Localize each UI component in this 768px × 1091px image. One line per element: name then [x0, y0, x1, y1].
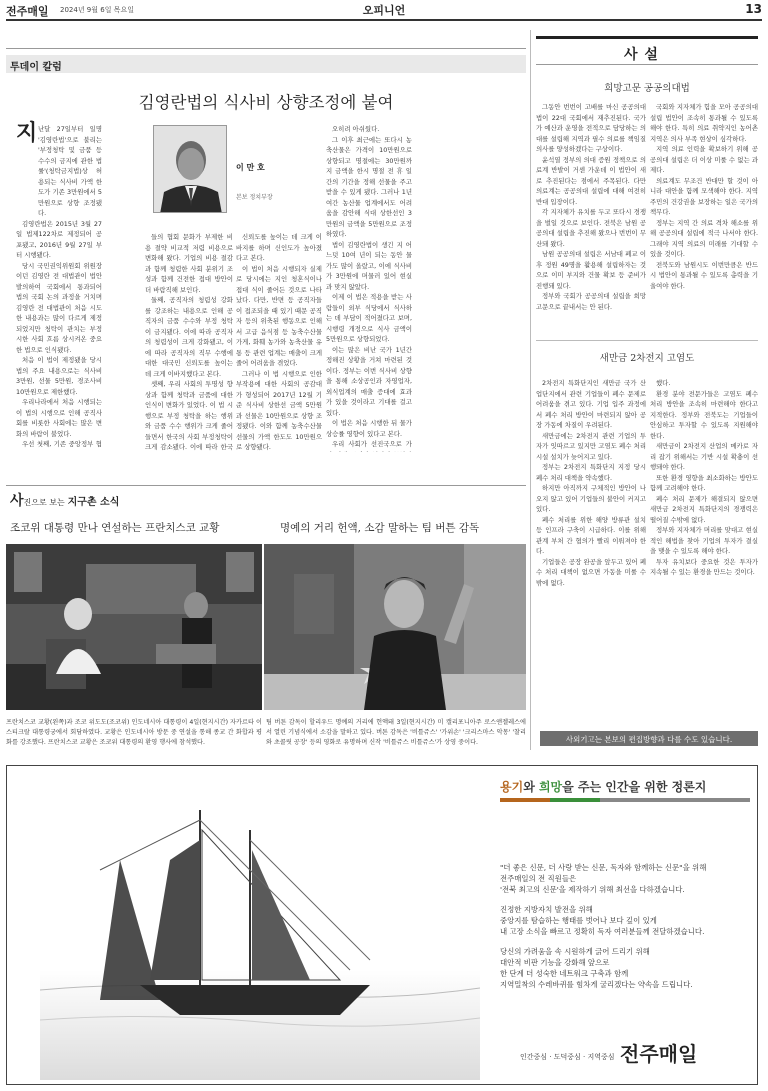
ad-line: '전북 최고의 신문'을 제작하기 위해 최선을 다하겠습니다. — [500, 885, 685, 894]
ad-line: 전주매일의 전 직원들은 — [500, 874, 577, 883]
editorial1-title: 희망고문 공공의대법 — [604, 83, 690, 94]
ad-title-rest: 을 주는 인간을 위한 정론지 — [562, 780, 707, 794]
editorial2-col1 — [536, 378, 646, 728]
editorial-para: 환경 분야 전문가들은 고염도 폐수 처리 방안을 조속히 마련해야 한다고 지적한다. 정부와 전북도는 기업들이 안심하고 투자할 수 있도록 지원해야 한다. — [650, 389, 758, 440]
ad-para-3 — [500, 946, 750, 990]
ad-text — [500, 862, 750, 990]
column-title: 김영란법의 식사비 상향조정에 붙여 — [138, 93, 394, 112]
column-para: 둘째, 공직자의 청렴성 강화를 강조하는 내용으로 인해 공직자의 금품 수수와 부정 청탁이 금지됐다. 이에 따라 공직자의 청렴성이 크게 강화됐고, 이에 따라 공직자의 직무 수행에 대한 대국민 신뢰도를 높이는 데 크게 이바지했다고 본다. — [145, 296, 233, 378]
author-name: 이 만 호 — [236, 163, 265, 172]
page-number: 13 — [745, 2, 762, 16]
editorial-para: 또한 환경 영향을 최소화하는 방안도 함께 고려해야 한다. — [650, 473, 758, 492]
photo-news-label — [10, 490, 119, 510]
ad-line: 대안적 비판 기능을 강화해 앞으로 — [500, 958, 610, 967]
ad-para-2 — [500, 904, 750, 937]
column-para: 이제 이 법은 적용을 받는 사람들이 외부 식당에서 식사하는 데 부담이 적어졌다고 보며, 시행령 개정으로 식사 금액이 5만원으로 상향되었다. — [326, 293, 412, 343]
column-dropcap: 지 — [16, 120, 38, 146]
photo-news-label-cap: 사 — [10, 493, 24, 509]
photo-tim-burton — [264, 544, 526, 710]
author-portrait-icon — [154, 126, 227, 213]
column-para: 셋째, 우리 사회의 투명성 향상과 함께 청탁과 금품에 대한 인식이 변화가 있었다. 이 법 시행으로 부정 청탁을 하는 행위와 금품 수수 행위가 크게 줄어들면서 한국의 사회 부정청탁이 크게 감소됐다. 이에 따라 한국 — [145, 380, 233, 451]
column-para: 난달 27일부터 일명 '김영란법'으로 불리는 '부정청탁 및 금품 등 수수의 금지에 관한 법률'(청탁금지법)상 허용되는 식사비 가액 한도가 기존 3만원에서 5만원으로 상향 조정됐다. — [38, 125, 102, 217]
editorial-para: 각 지자체가 유치를 두고 또다시 경쟁을 벌일 것으로 보인다. 전북은 남원 공공의대 설립을 추진해 왔으나 번번이 무산돼 왔다. — [536, 208, 646, 248]
editorial-footer-note: 사외기고는 본보의 편집방향과 다를 수도 있습니다. — [565, 735, 733, 744]
editorial-para: 정부와 지자체가 머리를 맞대고 현실적인 해법을 찾아 기업의 투자가 결실을 맺을 수 있도록 해야 한다. — [650, 526, 758, 555]
ad-ship-illustration — [40, 800, 480, 1080]
ad-line: 내 고장 소식을 빠르고 정확히 독자 여러분들께 전달하겠습니다. — [500, 927, 705, 936]
masthead-logo: 전주매일 — [6, 5, 49, 18]
author-title: 본보 정치부장 — [236, 194, 273, 201]
author-photo — [153, 125, 227, 213]
photo2-title: 명예의 거리 헌액, 소감 말하는 팀 버튼 감독 — [280, 522, 480, 534]
column-para: 우선 첫째, 기존 중앙정부 협 — [22, 440, 102, 448]
photo1-caption: 프란치스코 교황(왼쪽)과 조코 위도도(조코위) 인도네시아 대통령이 4일(현지시간) 자카르타 이스티크랄 대통령궁에서 회담하였다. 교황은 인도네시아 방문 중 연설을 통해 종교 간 화합과 평화를 강조했다. 프란치스코 교황은 조코위 대통령의 환영 행사에 참석했다. — [6, 719, 262, 746]
ad-line: 한 단계 더 성숙한 네트워크 구축과 함께 — [500, 969, 629, 978]
editorial-para: 하지만 아직까지 구체적인 방안이 나오지 않고 있어 기업들의 불안이 커지고 있다. — [536, 484, 646, 513]
column-para: 신뢰도를 높이는 데 크게 이바지를 하며 신인도가 높아졌다고 본다. — [236, 233, 322, 262]
ad-title-rule — [500, 798, 750, 802]
editorial-para: 지역 의료 인력을 확보하기 위해 공공의대 설립은 더 이상 미룰 수 없는 과제다. — [650, 145, 758, 174]
editorial-para: 정부는 2차전지 특화단지 지정 당시 폐수 처리 대책을 약속했다. — [536, 463, 646, 482]
column-para: 당시 국민권익위원회 위원장이던 김영란 전 대법관이 법안 발의하여 국회에서 통과되어 법의 국회 논의 과정을 거치며 김영란 전 대법관이 처음 시도한 내용과는 많이 다르게 제정되었지만 청탁이 관치는 부정시한 사회 흐름 상시켜온 중요한 법으로 인식됐다. — [16, 261, 102, 354]
ship-icon — [40, 800, 480, 1080]
pope-jokowi-image-icon — [6, 544, 262, 710]
column-para: 이는 많은 비난 국가 1년간 정해진 상황을 거쳐 마련된 것이다. 정부는 이번 식사비 상향을 통해 소상공인과 자영업자, 외식업계의 매출 증대에 효과가 있을 것이라고 기대를 걸고 있다. — [326, 345, 412, 417]
column-para: 김영란법은 2015년 3월 27일 법제122차로 제정되어 공포됐고, 2016년 9월 27일 부터 시행됐다. — [16, 219, 102, 259]
editorial-para: 전북도와 남원시도 이번만큼은 반드시 법안이 통과될 수 있도록 총력을 기울여야 한다. — [650, 260, 758, 290]
ad-line: 지역밀착의 수레바퀴를 힘차게 굴리겠다는 약속을 드립니다. — [500, 980, 693, 989]
editorial-para: 남원 공공의대 설립은 서남대 폐교 이후 정원 49명을 활용해 설립하자는 것으로 이미 부지와 건물 확보 등 준비가 진행돼 있다. — [536, 250, 646, 290]
editorial-para: 새만금에는 2차전지 관련 기업의 투자가 잇따르고 있지만 고염도 폐수 처리 시설 설치가 늦어지고 있다. — [536, 431, 646, 461]
column-col1 — [16, 120, 102, 449]
editorial-para: 폐수 처리 문제가 해결되지 않으면 새만금 2차전지 특화단지의 경쟁력은 떨어질 수밖에 없다. — [650, 494, 758, 524]
tim-burton-image-icon — [264, 544, 526, 710]
ad-slogan: 인간중심 · 도덕중심 · 지역중심 — [520, 1053, 615, 1061]
ad-title — [500, 778, 706, 795]
column-col2 — [145, 232, 233, 452]
editorial-label: 사 설 — [624, 47, 659, 63]
column-para: 그러나 이 법 시행으로 인한 부작용에 대한 사회의 공감대가 형성되어 2017년 12월 기준 식사비 상한선 금액 5만원과 선물은 10만원으로 상향 조정됐다. 이와 함께 농축수산물 선물의 가액 한도도 10만원으로 상향됐다. — [236, 369, 322, 451]
editorial-label-rule — [536, 64, 758, 65]
column-col4 — [326, 124, 412, 452]
editorial2-title: 새만금 2차전지 고염도 — [599, 353, 695, 364]
editorial-para: 폐수 처리를 위한 해양 방류관 설치 등 인프라 구축이 시급하다. 이를 위해 관계 부처 간 협의가 빨리 이뤄져야 한다. — [536, 515, 646, 555]
column-para: 처음 이 법이 제정됐을 당시 법의 주요 내용으로는 식사비 3만원, 선물 5만원, 경조사비 10만원으로 제한했다. — [16, 356, 102, 396]
editorial2-rule — [536, 340, 758, 341]
column-para: 이 법은 처음 시행한 뒤 물가 상승률 영향이 있다고 본다. — [326, 419, 412, 438]
ad-line: 당신의 가려움을 속 시원하게 긁어 드리기 위해 — [500, 947, 650, 956]
editorial-para: 정부는 지역 간 의료 격차 해소를 위해 공공의대 설립에 적극 나서야 한다. 그래야 지역 의료의 미래를 기대할 수 있을 것이다. — [650, 218, 758, 258]
ad-title-courage: 용기 — [500, 780, 524, 794]
editorial-para: 투자 유치보다 중요한 것은 투자가 지속될 수 있는 환경을 만드는 것이다. — [650, 557, 758, 576]
editorial1-col1 — [536, 102, 646, 334]
ad-title-hope: 희망 — [538, 780, 563, 794]
issue-date: 2024년 9월 6일 목요일 — [60, 6, 134, 14]
ad-line: 진정한 지방자치 발전을 위해 — [500, 905, 593, 914]
editorial-para: 국회와 지자체가 힘을 모아 공공의대 설립 법안이 조속히 통과될 수 있도록 해야 한다. 특히 의료 취약지인 농어촌 지역은 의사 부족 현상이 심각하다. — [650, 103, 758, 143]
ad-title-and: 와 — [523, 780, 539, 794]
ad-line: "더 좋은 신문, 더 사랑 받는 신문, 독자와 함께하는 신문"을 위해 — [500, 863, 707, 872]
editorial-para: 했다. — [656, 379, 671, 387]
column-col3 — [236, 232, 322, 452]
column-para: 우리 사회가 선진국으로 가 — [332, 440, 412, 448]
editorial-para: 그동안 번번이 고배를 마신 공공의대법이 22대 국회에서 재추진된다. 국가가 예산과 운영을 전적으로 담당하는 의대를 설립해 지역과 필수 의료를 책임질 의사를 양성하겠다는 구상이다. — [536, 103, 646, 153]
column-rule-top — [6, 48, 526, 49]
ad-logo: 전주매일 — [620, 1042, 698, 1066]
photo2-caption: 팀 버튼 감독이 할리우드 명예의 거리에 헌액돼 3일(현지시간) 미 캘리포니아주 로스앤젤레스에서 열린 기념식에서 소감을 말하고 있다. 버튼 감독은 '비틀쥬스' '가위손' '크리스마스 악몽' '찰리와 초콜릿 공장' 등의 영화로 유명하며 신작 '비틀쥬스 비틀쥬스'가 상영 중이다. — [266, 719, 526, 746]
editorial1-col2 — [650, 102, 758, 334]
section-title: 오피니언 — [362, 4, 406, 17]
column-para: 오히려 아쉬웠다. — [332, 125, 380, 133]
editorial-para: 윤석열 정부의 의대 증원 정책으로 의료계 반발이 거센 가운데 이 법안이 새로 추진된다는 점에서 주목된다. 다만 의료계는 공공의대 설립에 대해 여전히 반대 입장이다. — [536, 155, 646, 206]
photo-pope-jokowi — [6, 544, 262, 710]
editorial2-col2 — [650, 378, 758, 728]
column-label-bar — [6, 55, 526, 73]
photo-news-rule — [6, 485, 526, 486]
editorial-para: 정부와 국회가 공공의대 설립을 희망고문으로 끝내서는 안 된다. — [536, 292, 646, 311]
header-rule — [6, 19, 762, 21]
editorial-para: 의료계도 무조건 반대만 할 것이 아니라 대안을 함께 모색해야 한다. 지역 주민의 건강권을 보장하는 일은 국가의 책무다. — [650, 176, 758, 216]
column-para: 그 이후 최근에는 또다시 농축산물은 가격이 10만원으로 상향되고 명절에는 30만원까지 금액을 한시 명절 전 휴 일간의 기간을 정해 선물을 주고받을 수 있게 됐다. 그러나 1년여간 농산물 업계에서도 어려움을 감안해 식대 상한선인 3만원의 금액을 5만원으로 조정하였다. — [326, 135, 412, 238]
editorial-para: 2차전지 특화단지인 새만금 국가 산업단지에서 관련 기업들이 폐수 문제로 어려움을 겪고 있다. 기업 입주 과정에서 폐수 처리 방안이 마련되지 않아 공장 가동에 차질이 우려된다. — [536, 379, 646, 429]
photo-news-label-bold: 지구촌 소식 — [67, 497, 120, 508]
ad-para-1 — [500, 862, 750, 895]
photo1-title: 조코위 대통령 만나 연설하는 프란치스코 교황 — [10, 522, 220, 534]
editorial-para: 새만금이 2차전지 산업의 메카로 자리 잡기 위해서는 기반 시설 확충이 선행돼야 한다. — [650, 442, 758, 471]
column-para: 이 법이 처음 시행되자 실제로 당시에는 지인 청혼식이나 접대 식이 줄어든 것으로 나타났다. 다만, 반면 등 공직자들이 접조되을 때 있기 때문 공직자 등의 위축된 행동으로 인해서 고급 음식점 등 농축수산물 가게, 화훼 농가와 농축산물 유통 등 관련 업계는 매출이 크게 줄어 어려움을 겪었다. — [236, 264, 322, 367]
ad-line: 중앙지를 탐습하는 행태를 벗어나 보다 깊이 있게 — [500, 916, 657, 925]
column-para: 우리나라에서 처음 시행되는 이 법의 시행으로 인해 공직사회를 비롯한 사회에는 많은 변화의 바람이 불었다. — [16, 398, 102, 438]
column-para: 들의 협회 문화가 부제한 비용 절약 비교적 저렴 비용으로 변화해 왔다. 기업의 비용 절감과 함께 청렴한 사회 분위기 조성과 함께 건전한 접대 방안이 더 바람직해 보인다. — [145, 233, 233, 294]
photo-news-label-rest: 진으로 보는 — [23, 498, 65, 507]
column-label: 투데이 칼럼 — [10, 62, 62, 73]
column-para: 법이 김영란법이 생긴 지 어느덧 10여 년이 되는 동안 물가도 많이 올랐고, 이에 식사비가 3만원에 머물러 있어 현실과 맞지 않았다. — [326, 240, 412, 291]
editorial-para: 기업들은 공장 완공을 앞두고 있어 폐수 처리 대책이 없으면 가동을 미룰 수밖에 없다. — [536, 557, 646, 587]
column-divider — [530, 30, 531, 750]
